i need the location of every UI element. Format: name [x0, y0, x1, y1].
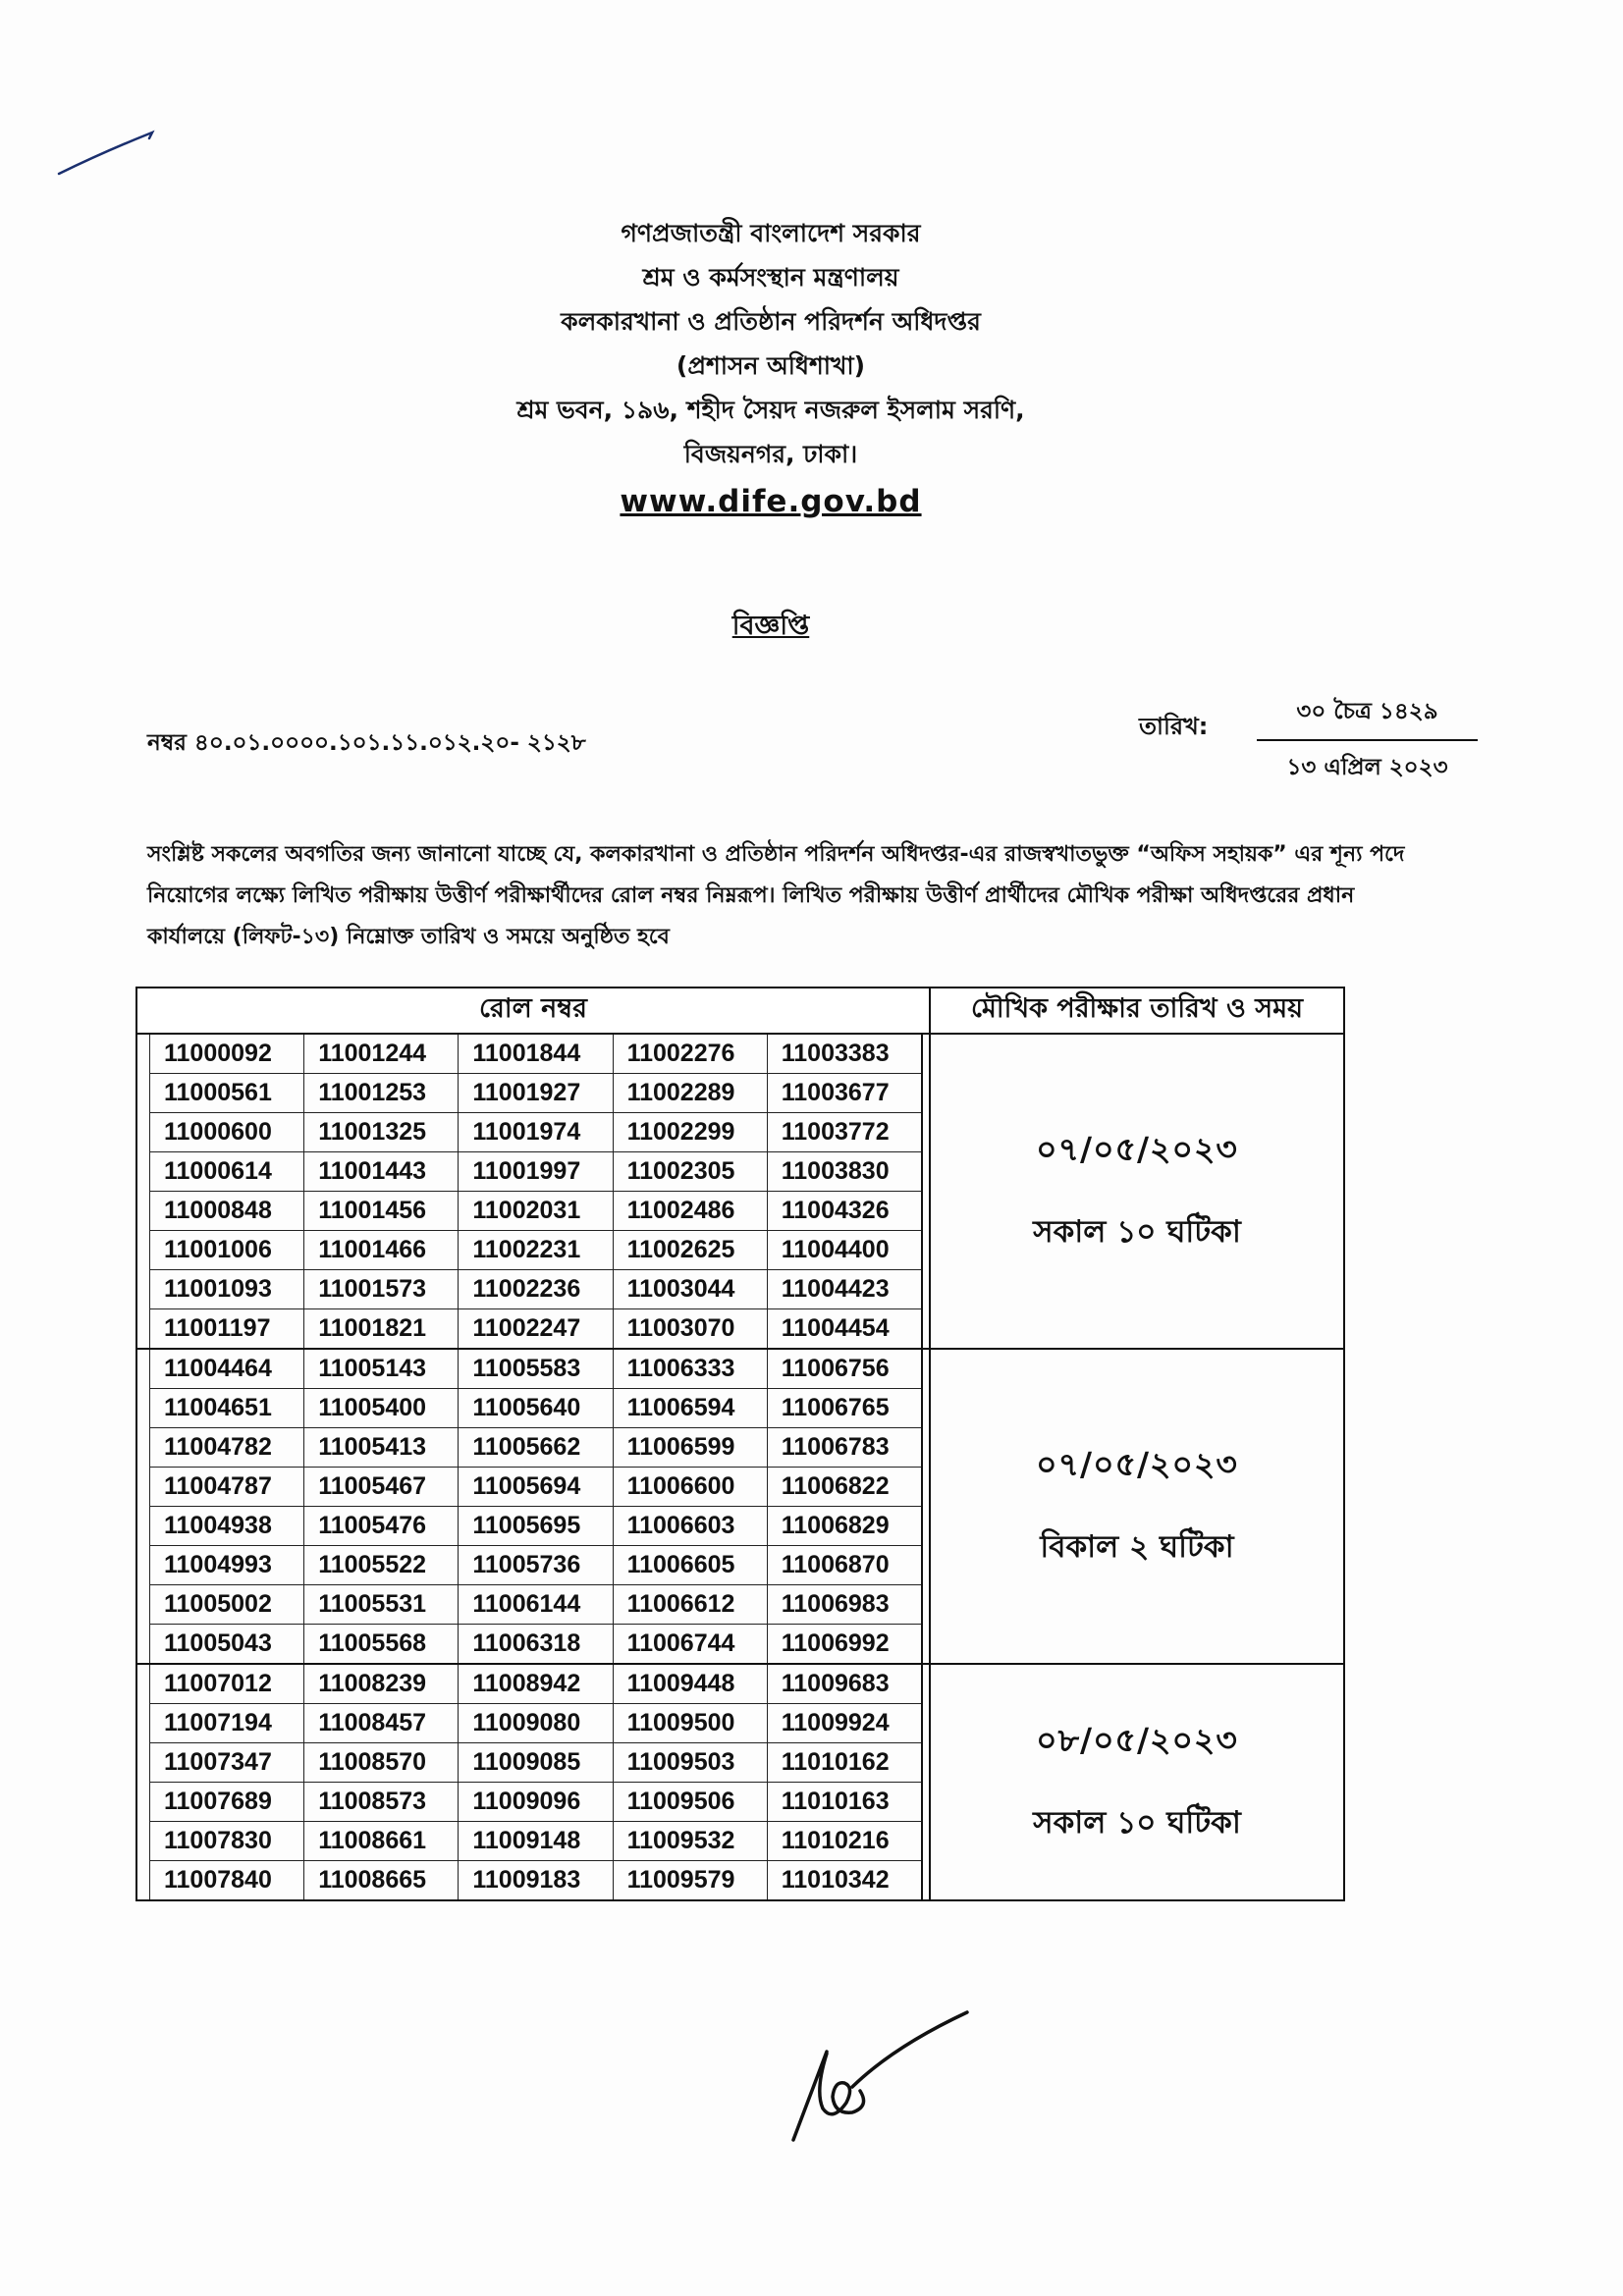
roll-number: 11003383: [767, 1035, 922, 1074]
interview-time: সকাল ১০ ঘটিকা: [1033, 1213, 1241, 1250]
roll-number: 11002486: [613, 1192, 767, 1231]
roll-number: 11009532: [613, 1822, 767, 1861]
table-row: [150, 1585, 923, 1625]
roll-number: 11002247: [459, 1309, 613, 1349]
roll-number: 11001244: [304, 1035, 459, 1074]
interview-date: ০৭/০৫/২০২৩: [1036, 1129, 1238, 1168]
roll-number: 11006822: [767, 1468, 922, 1507]
roll-number: 11007194: [150, 1704, 304, 1743]
roll-number: 11007347: [150, 1743, 304, 1783]
interview-schedule-cell: [930, 1349, 1344, 1664]
roll-number: 11008661: [304, 1822, 459, 1861]
roll-number: 11005413: [304, 1428, 459, 1468]
date-english: ১৩ এপ্রিল ২০২৩: [1286, 755, 1448, 780]
column-header-roll: রোল নম্বর: [136, 988, 930, 1034]
roll-number: 11009448: [613, 1665, 767, 1704]
roll-number: 11006765: [767, 1389, 922, 1428]
roll-number: 11008942: [459, 1665, 613, 1704]
roll-number: 11004993: [150, 1546, 304, 1585]
date-box: [1257, 693, 1478, 787]
roll-number: 11005467: [304, 1468, 459, 1507]
roll-number: 11001927: [459, 1074, 613, 1113]
roll-number: 11003070: [613, 1309, 767, 1349]
roll-number: 11004326: [767, 1192, 922, 1231]
intro-paragraph: সংশ্লিষ্ট সকলের অবগতির জন্য জানানো যাচ্ছে যে, কলকারখানা ও প্রতিষ্ঠান পরিদর্শন অধিদপ্তর-এর রাজস্বখাতভুক্ত “অফিস সহায়ক” এর শূন্য পদে নিয়োগের লক্ষ্যে লিখিত পরীক্ষায় উত্তীর্ণ পরীক্ষার্থীদের রোল নম্বর নিম্নরূপ। লিখিত পরীক্ষায় উত্তীর্ণ প্রার্থীদের মৌখিক পরীক্ষা অধিদপ্তরের প্রধান কার্যালয়ে (লিফট-১৩) নিম্নোক্ত তারিখ ও সময়ে অনুষ্ঠিত হবে: [147, 842, 1405, 949]
roll-number: 11005476: [304, 1507, 459, 1546]
schedule-group-row: [136, 1349, 1344, 1664]
roll-number: 11006144: [459, 1585, 613, 1625]
roll-number: 11005522: [304, 1546, 459, 1585]
roll-number: 11000092: [150, 1035, 304, 1074]
interview-date: ০৭/০৫/২০২৩: [1036, 1444, 1238, 1483]
roll-number: 11004454: [767, 1309, 922, 1349]
table-row: [150, 1270, 923, 1309]
roll-number: 11006600: [613, 1468, 767, 1507]
header-line-address: শ্রম ভবন, ১৯৬, শহীদ সৈয়দ নজরুল ইসলাম সরণি,: [516, 396, 1025, 424]
roll-number: 11006605: [613, 1546, 767, 1585]
table-row: [150, 1822, 923, 1861]
roll-number: 11000561: [150, 1074, 304, 1113]
roll-number-grid: [149, 1350, 923, 1663]
roll-number: 11006870: [767, 1546, 922, 1585]
roll-number: 11009096: [459, 1783, 613, 1822]
roll-number: 11006983: [767, 1585, 922, 1625]
roll-number: 11004787: [150, 1468, 304, 1507]
roll-number: 11006333: [613, 1350, 767, 1389]
notice-title: বিজ্ঞপ্তি: [731, 611, 810, 641]
roll-numbers-cell: [136, 1349, 930, 1664]
roll-number: 11008573: [304, 1783, 459, 1822]
roll-number: 11002625: [613, 1231, 767, 1270]
roll-number: 11001443: [304, 1152, 459, 1192]
roll-number: 11002276: [613, 1035, 767, 1074]
roll-number: 11001093: [150, 1270, 304, 1309]
roll-number: 11003677: [767, 1074, 922, 1113]
roll-number: 11002299: [613, 1113, 767, 1152]
roll-number: 11006783: [767, 1428, 922, 1468]
roll-number: 11001197: [150, 1309, 304, 1349]
roll-number: 11009080: [459, 1704, 613, 1743]
table-row: [150, 1350, 923, 1389]
header-line-government: গণপ্রজাতন্ত্রী বাংলাদেশ সরকার: [621, 219, 921, 247]
roll-number: 11002305: [613, 1152, 767, 1192]
table-row: [150, 1074, 923, 1113]
roll-number: 11000848: [150, 1192, 304, 1231]
roll-schedule-table: [135, 987, 1345, 1901]
table-row: [150, 1389, 923, 1428]
roll-numbers-cell: [136, 1034, 930, 1349]
roll-numbers-cell: [136, 1664, 930, 1900]
roll-number: 11006612: [613, 1585, 767, 1625]
roll-number: 11005662: [459, 1428, 613, 1468]
table-row: [150, 1152, 923, 1192]
interview-date: ০৮/০৫/২০২৩: [1036, 1720, 1238, 1759]
roll-number: 11004423: [767, 1270, 922, 1309]
roll-number: 11003772: [767, 1113, 922, 1152]
roll-number: 11010162: [767, 1743, 922, 1783]
roll-number: 11002231: [459, 1231, 613, 1270]
roll-number: 11009683: [767, 1665, 922, 1704]
roll-number: 11001456: [304, 1192, 459, 1231]
roll-number: 11007830: [150, 1822, 304, 1861]
interview-schedule-cell: [930, 1664, 1344, 1900]
roll-number: 11001974: [459, 1113, 613, 1152]
roll-number: 11005694: [459, 1468, 613, 1507]
table-row: [150, 1113, 923, 1152]
roll-number: 11009506: [613, 1783, 767, 1822]
roll-number: 11005640: [459, 1389, 613, 1428]
interview-schedule-cell: [930, 1034, 1344, 1349]
roll-number: 11008239: [304, 1665, 459, 1704]
roll-number: 11006603: [613, 1507, 767, 1546]
roll-number: 11004464: [150, 1350, 304, 1389]
roll-number: 11005583: [459, 1350, 613, 1389]
roll-number: 11005568: [304, 1625, 459, 1664]
roll-number: 11004938: [150, 1507, 304, 1546]
roll-number: 11005400: [304, 1389, 459, 1428]
roll-number: 11005531: [304, 1585, 459, 1625]
roll-number: 11009924: [767, 1704, 922, 1743]
signature: [776, 1993, 982, 2150]
roll-number: 11006992: [767, 1625, 922, 1664]
table-row: [150, 1231, 923, 1270]
table-row: [150, 1861, 923, 1900]
interview-time: বিকাল ২ ঘটিকা: [1040, 1528, 1234, 1565]
table-row: [150, 1468, 923, 1507]
header-line-city: বিজয়নগর, ঢাকা।: [683, 440, 858, 468]
roll-number: 11005736: [459, 1546, 613, 1585]
roll-number: 11001253: [304, 1074, 459, 1113]
table-row: [150, 1309, 923, 1349]
roll-number: 11002031: [459, 1192, 613, 1231]
roll-number: 11009183: [459, 1861, 613, 1900]
roll-number: 11005143: [304, 1350, 459, 1389]
roll-number-grid: [149, 1665, 923, 1899]
roll-number: 11004651: [150, 1389, 304, 1428]
roll-number: 11009503: [613, 1743, 767, 1783]
table-row: [150, 1625, 923, 1664]
roll-number: 11006756: [767, 1350, 922, 1389]
date-bangla: ৩০ চৈত্র ১৪২৯: [1257, 693, 1478, 741]
roll-number: 11005002: [150, 1585, 304, 1625]
roll-number: 11007689: [150, 1783, 304, 1822]
roll-number: 11008457: [304, 1704, 459, 1743]
table-row: [150, 1192, 923, 1231]
table-row: [150, 1546, 923, 1585]
header-line-department: কলকারখানা ও প্রতিষ্ঠান পরিদর্শন অধিদপ্তর: [561, 307, 981, 336]
interview-time: সকাল ১০ ঘটিকা: [1033, 1804, 1241, 1841]
table-row: [150, 1783, 923, 1822]
memo-number: নম্বর ৪০.০১.০০০০.১০১.১১.০১২.২০- ২১২৮: [147, 730, 586, 756]
header-line-section: (প্রশাসন অধিশাখা): [676, 351, 866, 380]
roll-number: 11001821: [304, 1309, 459, 1349]
table-header-row: [136, 988, 1344, 1034]
roll-number: 11008665: [304, 1861, 459, 1900]
roll-number: 11010163: [767, 1783, 922, 1822]
roll-number: 11009579: [613, 1861, 767, 1900]
roll-number: 11003830: [767, 1152, 922, 1192]
roll-number: 11000600: [150, 1113, 304, 1152]
roll-number: 11007840: [150, 1861, 304, 1900]
table-row: [150, 1704, 923, 1743]
roll-number-grid: [149, 1035, 923, 1348]
roll-number: 11004782: [150, 1428, 304, 1468]
roll-number: 11006599: [613, 1428, 767, 1468]
roll-number: 11006744: [613, 1625, 767, 1664]
table-row: [150, 1428, 923, 1468]
letterhead: [0, 211, 1542, 519]
roll-number: 11001006: [150, 1231, 304, 1270]
table-row: [150, 1665, 923, 1704]
roll-number: 11001844: [459, 1035, 613, 1074]
roll-number: 11001466: [304, 1231, 459, 1270]
roll-number: 11010342: [767, 1861, 922, 1900]
roll-number: 11003044: [613, 1270, 767, 1309]
roll-number: 11004400: [767, 1231, 922, 1270]
roll-number: 11006829: [767, 1507, 922, 1546]
schedule-group-row: [136, 1034, 1344, 1349]
header-line-ministry: শ্রম ও কর্মসংস্থান মন্ত্রণালয়: [642, 263, 899, 292]
roll-number: 11005695: [459, 1507, 613, 1546]
roll-number: 11000614: [150, 1152, 304, 1192]
roll-number: 11009085: [459, 1743, 613, 1783]
roll-number: 11005043: [150, 1625, 304, 1664]
roll-number: 11007012: [150, 1665, 304, 1704]
roll-number: 11002236: [459, 1270, 613, 1309]
schedule-group-row: [136, 1664, 1344, 1900]
roll-number: 11006594: [613, 1389, 767, 1428]
website-link[interactable]: www.dife.gov.bd: [620, 484, 922, 519]
table-row: [150, 1507, 923, 1546]
date-label: তারিখ:: [1139, 713, 1209, 740]
column-header-schedule: মৌখিক পরীক্ষার তারিখ ও সময়: [930, 988, 1344, 1034]
table-row: [150, 1743, 923, 1783]
table-row: [150, 1035, 923, 1074]
roll-number: 11002289: [613, 1074, 767, 1113]
roll-number: 11001573: [304, 1270, 459, 1309]
roll-number: 11001325: [304, 1113, 459, 1152]
pen-mark: [54, 123, 162, 182]
roll-number: 11009148: [459, 1822, 613, 1861]
roll-number: 11008570: [304, 1743, 459, 1783]
roll-number: 11001997: [459, 1152, 613, 1192]
roll-number: 11010216: [767, 1822, 922, 1861]
roll-number: 11009500: [613, 1704, 767, 1743]
roll-number: 11006318: [459, 1625, 613, 1664]
